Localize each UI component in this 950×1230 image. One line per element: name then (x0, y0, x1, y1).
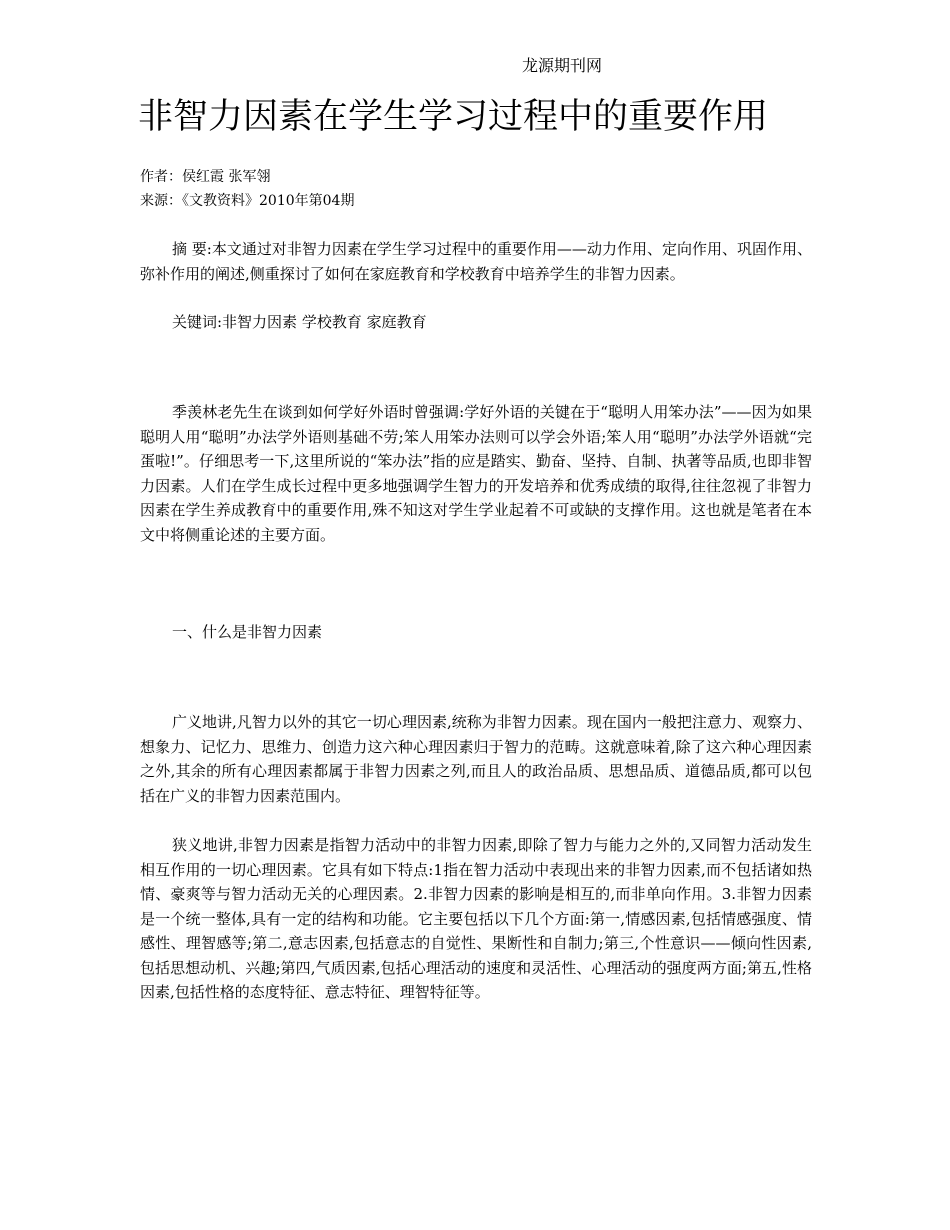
keywords-line: 关键词:非智力因素 学校教育 家庭教育 (172, 313, 427, 331)
section-heading: 一、什么是非智力因素 (172, 623, 323, 641)
site-name: 龙源期刊网 (522, 56, 603, 75)
abstract-paragraph: 摘 要:本文通过对非智力因素在学生学习过程中的重要作用——动力作用、定向作用、巩固作用、弥补作用的阐述,侧重探讨了如何在家庭教育和学校教育中培养学生的非智力因素。 (140, 240, 812, 283)
article-title: 非智力因素在学生学习过程中的重要作用 (138, 97, 769, 137)
narrow-definition-paragraph: 狭义地讲,非智力因素是指智力活动中的非智力因素,即除了智力与能力之外的,又同智力活动发生相互作用的一切心理因素。它具有如下特点:1指在智力活动中表现出来的非智力因素,而不包括诸如热情、豪爽等与智力活动无关的心理因素。2.非智力因素的影响是相互的,而非单向作用。3.非智力因素是一个统一整体,具有一定的结构和功能。它主要包括以下几个方面:第一,情感因素,包括情感强度、情感性、理智感等;第二,意志因素,包括意志的自觉性、果断性和自制力;第三,个性意识——倾向性因素,包括思想动机、兴趣;第四,气质因素,包括心理活动的速度和灵活性、心理活动的强度两方面;第五,性格因素,包括性格的态度特征、意志特征、理智特征等。 (140, 836, 812, 1001)
intro-paragraph: 季羡林老先生在谈到如何学好外语时曾强调:学好外语的关键在于“聪明人用笨办法”——因为如果聪明人用“聪明”办法学外语则基础不劳;笨人用笨办法则可以学会外语;笨人用“聪明”办法学外语就“完蛋啦!”。仔细思考一下,这里所说的“笨办法”指的应是踏实、勤奋、坚持、自制、执著等品质,也即非智力因素。人们在学生成长过程中更多地强调学生智力的开发培养和优秀成绩的取得,往往忽视了非智力因素在学生养成教育中的重要作用,殊不知这对学生学业起着不可或缺的支撑作用。这也就是笔者在本文中将侧重论述的主要方面。 (140, 403, 812, 544)
source-line: 来源：《文教资料》2010年第04期 (140, 193, 355, 209)
author-line: 作者：侯红霞 张军翎 (140, 169, 271, 185)
broad-definition-paragraph: 广义地讲,凡智力以外的其它一切心理因素,统称为非智力因素。现在国内一般把注意力、观察力、想象力、记忆力、思维力、创造力这六种心理因素归于智力的范畴。这就意味着,除了这六种心理因素之外,其余的所有心理因素都属于非智力因素之列,而且人的政治品质、思想品质、道德品质,都可以包括在广义的非智力因素范围内。 (140, 713, 812, 805)
